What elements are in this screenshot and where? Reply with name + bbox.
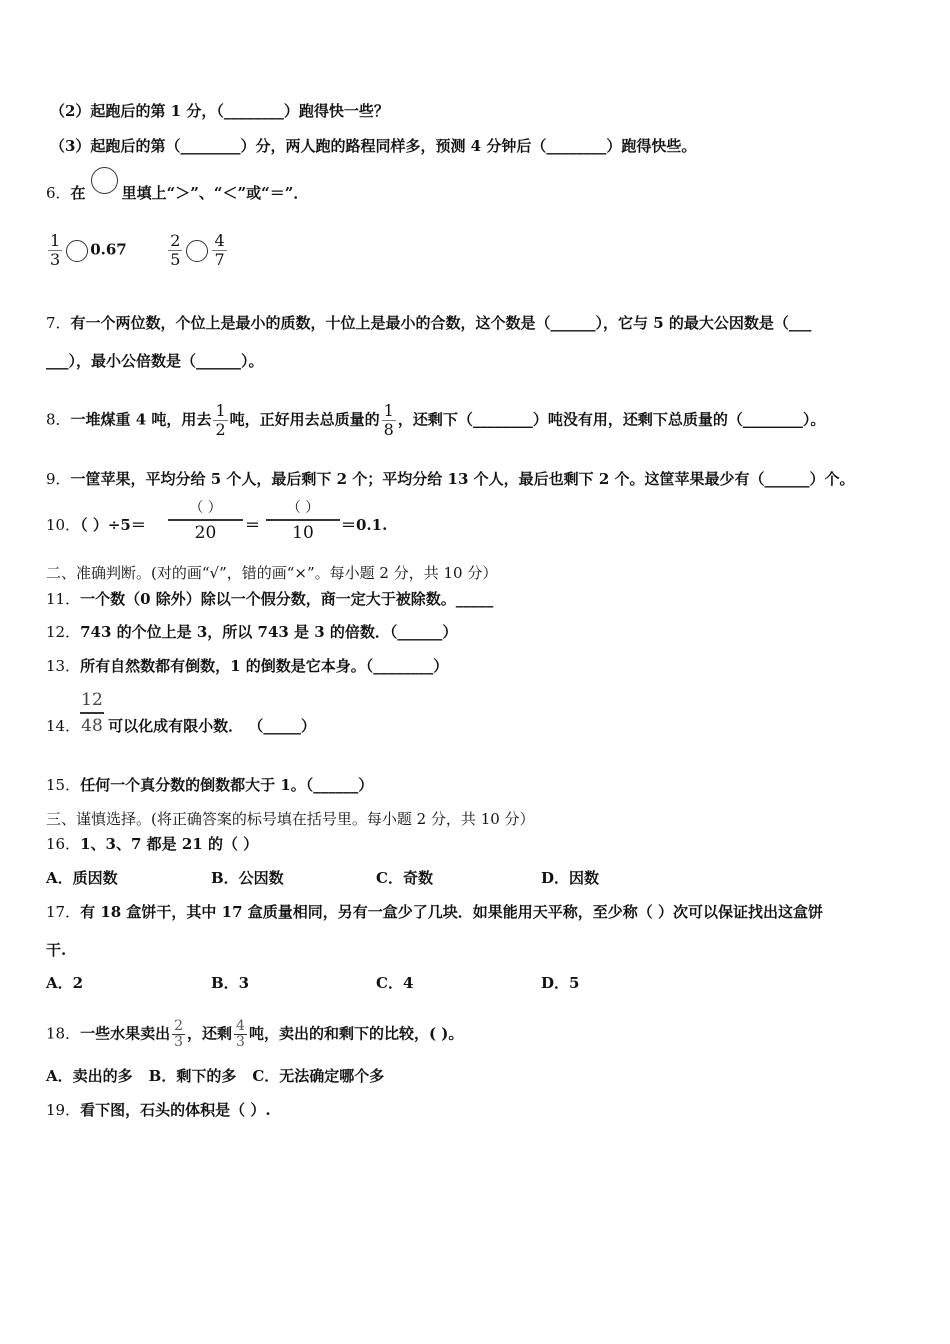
section3-title: 三、谨慎选择。(将正确答案的标号填在括号里。每小题 2 分，共 10 分） xyxy=(46,810,535,828)
section2-title: 二、准确判断。(对的画“√”，错的画“×”。每小题 2 分，共 10 分） xyxy=(46,564,498,582)
q6-value: 0.67 xyxy=(90,240,127,259)
q6-instruction xyxy=(46,183,308,203)
q13-number: 13． xyxy=(46,657,81,675)
q8 xyxy=(46,402,825,439)
q10-number: 10． xyxy=(46,516,81,534)
q6-items xyxy=(46,232,229,269)
q19-text: 看下图，石头的体积是（ ）. xyxy=(80,1101,271,1119)
q17-options xyxy=(46,973,579,993)
q14-text: 可以化成有限小数． （_____） xyxy=(108,717,316,735)
q8-fraction-1-8: $\frac{1}{8}$ xyxy=(383,401,394,439)
q8-text-a: 一堆煤重 4 吨，用去 xyxy=(70,410,212,429)
q7-line2: ___），最小公倍数是（______）。 xyxy=(46,352,264,370)
q11 xyxy=(46,589,493,609)
q18-fraction-4-3: $\frac{4}{3}$ xyxy=(236,1018,245,1050)
q8-text-c: ，还剩下（________）吨没有用，还剩下总质量的（________）。 xyxy=(397,410,826,429)
q16-option-a[interactable]: A．质因数 xyxy=(46,869,118,887)
q8-text-b: 吨，正好用去总质量的 xyxy=(229,410,380,429)
q16-option-d[interactable]: D．因数 xyxy=(541,869,600,887)
compare-circle-icon[interactable] xyxy=(186,240,208,262)
q18-number: 18． xyxy=(46,1024,81,1043)
q5-part2: （2）起跑后的第 1 分，（________）跑得快一些？ xyxy=(50,102,389,120)
q9-number: 9． xyxy=(46,470,71,488)
q10-fraction-20: （ ） 20 xyxy=(168,497,243,543)
q6-suffix: 里填上“＞”、“＜”或“＝”． xyxy=(121,184,309,202)
q10-fraction-10: （ ） 10 xyxy=(266,497,340,543)
q9-text: 一筐苹果，平均分给 5 个人，最后剩下 2 个；平均分给 13 个人，最后也剩下 2 个。这筐苹果最少有（______）个。 xyxy=(70,470,855,488)
q18-text-b: ，还剩 xyxy=(187,1024,233,1043)
q16-options xyxy=(46,868,599,888)
q14-fraction-12-48: 12 48 xyxy=(81,690,103,736)
q12-text: 743 的个位上是 3，所以 743 是 3 的倍数．（______） xyxy=(80,623,458,641)
q14-number: 14． xyxy=(46,717,81,735)
q17-option-c[interactable]: C．4 xyxy=(376,974,414,992)
q15-text: 任何一个真分数的倒数都大于 1。（______） xyxy=(80,776,374,794)
q13 xyxy=(46,656,448,676)
q10-result: ＝0.1. xyxy=(341,516,388,534)
q8-number: 8． xyxy=(46,410,71,429)
q18-option-b[interactable]: B．剩下的多 xyxy=(148,1067,237,1085)
q17-option-b[interactable]: B．3 xyxy=(211,974,250,992)
q17-option-d[interactable]: D．5 xyxy=(541,974,580,992)
q19-number: 19． xyxy=(46,1101,81,1119)
q15 xyxy=(46,775,373,795)
q16-text: 1、3、7 都是 21 的（ ） xyxy=(80,835,259,853)
q5-part3: （3）起跑后的第（________）分，两人跑的路程同样多，预测 4 分钟后（________）跑得快些。 xyxy=(50,137,697,155)
q10-equals: ＝ xyxy=(245,516,261,534)
q19 xyxy=(46,1100,271,1120)
q13-text: 所有自然数都有倒数，1 的倒数是它本身。（________） xyxy=(80,657,449,675)
q16-option-b[interactable]: B．公因数 xyxy=(211,869,284,887)
q18 xyxy=(46,1019,463,1050)
q17-line2: 干. xyxy=(46,941,67,959)
compare-circle-icon[interactable] xyxy=(66,240,88,262)
answer-circle-icon xyxy=(91,167,118,194)
q11-text: 一个数（0 除外）除以一个假分数，商一定大于被除数。_____ xyxy=(80,590,494,608)
q8-fraction-1-2: $\frac{1}{2}$ xyxy=(215,401,226,439)
q7-line1 xyxy=(46,313,811,333)
q18-text-a: 一些水果卖出 xyxy=(80,1024,171,1043)
q12 xyxy=(46,622,457,642)
q7-number: 7． xyxy=(46,314,71,332)
q6-prefix: 在 xyxy=(70,184,86,202)
q7-text1: 有一个两位数，个位上是最小的质数，十位上是最小的合数，这个数是（______），它与 5 的最大公因数是（___ xyxy=(70,314,812,332)
q17-option-a[interactable]: A．2 xyxy=(46,974,84,992)
q6-fraction-4-7: $\frac{4}{7}$ xyxy=(214,231,225,269)
q16 xyxy=(46,834,258,854)
q6-fraction-1-3: $\frac{1}{3}$ xyxy=(50,231,61,269)
q18-option-a[interactable]: A．卖出的多 xyxy=(46,1067,133,1085)
q16-option-c[interactable]: C．奇数 xyxy=(376,869,433,887)
q18-option-c[interactable]: C．无法确定哪个多 xyxy=(252,1067,385,1085)
q18-options xyxy=(46,1066,384,1086)
q11-number: 11． xyxy=(46,590,81,608)
q9 xyxy=(46,469,855,489)
q18-text-c: 吨，卖出的和剩下的比较，( )。 xyxy=(248,1024,464,1043)
q6-fraction-2-5: $\frac{2}{5}$ xyxy=(170,231,181,269)
q17-line1 xyxy=(46,902,823,922)
q16-number: 16． xyxy=(46,835,81,853)
q10 xyxy=(46,515,146,535)
q15-number: 15． xyxy=(46,776,81,794)
q17-text: 有 18 盒饼干，其中 17 盒质量相同，另有一盒少了几块．如果能用天平称，至少称（ ）次可以保证找出这盒饼 xyxy=(80,903,823,921)
q6-number: 6． xyxy=(46,184,71,202)
q12-number: 12． xyxy=(46,623,81,641)
q18-fraction-2-3: $\frac{2}{3}$ xyxy=(174,1018,184,1050)
q17-number: 17． xyxy=(46,903,81,921)
q10-text-a: （ ）÷5＝ xyxy=(80,516,146,534)
